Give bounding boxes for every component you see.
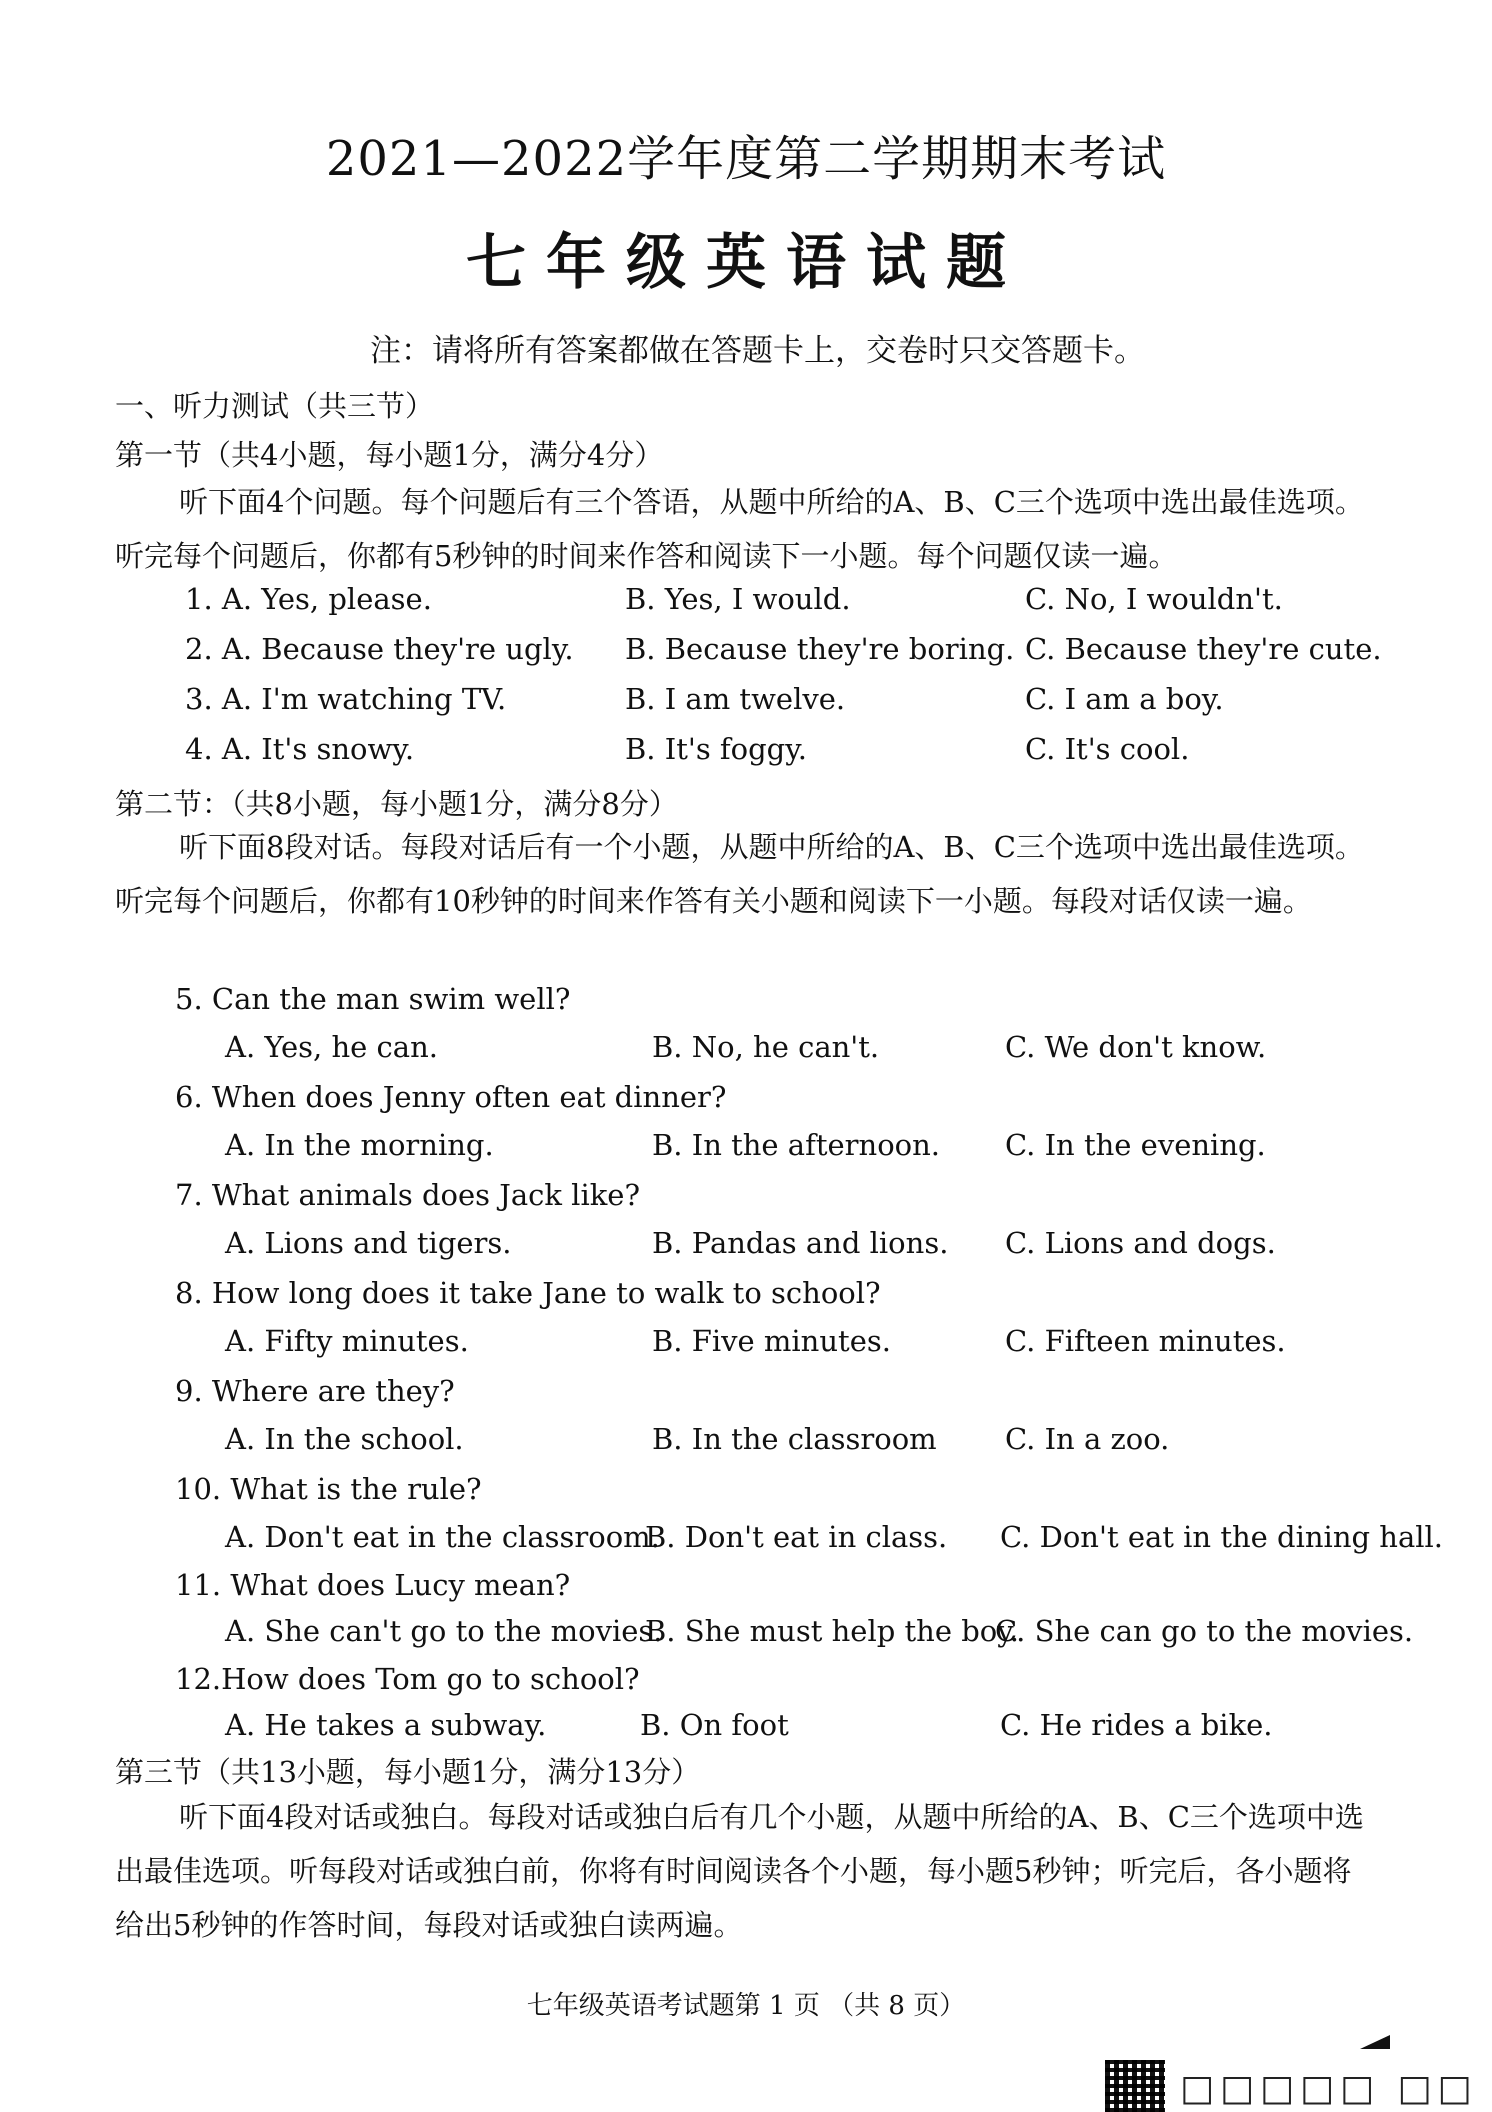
option-c: C. Fifteen minutes. [1005,1324,1286,1358]
option-b: B. On foot [640,1708,789,1742]
list-item [0,682,1492,730]
option-b: B. Because they're boring. [625,632,1015,666]
option-c: C. Don't eat in the dining hall. [1000,1520,1444,1554]
question-text: 12.How does Tom go to school? [175,1662,640,1696]
option-a: A. In the morning. [225,1128,494,1162]
footer-boxes: □□□□□ □□ [1180,2068,1478,2109]
option-a: A. She can't go to the movies. [225,1614,663,1648]
option-a: A. Fifty minutes. [225,1324,469,1358]
list-item [0,632,1492,680]
list-item [0,1422,1492,1470]
qr-code [1105,2060,1165,2112]
option-a: 3. A. I'm watching TV. [185,682,507,716]
section3-instructions: 听下面4段对话或独白。每段对话或独白后有几个小题，从题中所给的A、B、C三个选项中选出最佳选项。听每段对话或独白前，你将有时间阅读各个小题，每小题5秒钟；听完后，各小题将给出5秒钟的作答时间，每段对话或独白读两遍。 [115,1800,1364,1942]
section1-instructions: 听下面4个问题。每个问题后有三个答语，从题中所给的A、B、C三个选项中选出最佳选项。听完每个问题后，你都有5秒钟的时间来作答和阅读下一小题。每个问题仅读一遍。 [115,485,1364,573]
section3-heading: 第三节（共13小题，每小题1分，满分13分） [115,1755,701,1789]
question-text: 10. What is the rule? [175,1472,482,1506]
option-c: C. He rides a bike. [1000,1708,1273,1742]
option-c: C. Lions and dogs. [1005,1226,1276,1260]
option-b: B. No, he can't. [652,1030,880,1064]
list-item [0,1708,1492,1756]
exam-subtitle: 七年级英语试题 [466,228,1026,298]
section1-heading: 第一节（共4小题，每小题1分，满分4分） [115,438,664,472]
part1-heading: 一、听力测试（共三节） [115,389,435,423]
option-a: A. Don't eat in the classroom. [225,1520,660,1554]
question-text: 5. Can the man swim well? [175,982,571,1016]
option-b: B. Don't eat in class. [645,1520,948,1554]
list-item [0,1226,1492,1274]
list-item [0,732,1492,780]
list-item [0,582,1492,630]
option-a: 4. A. It's snowy. [185,732,415,766]
list-item [0,1520,1492,1568]
exam-title: 2021—2022学年度第二学期期末考试 [325,131,1167,187]
list-item [0,1030,1492,1078]
option-c: C. It's cool. [1025,732,1190,766]
question-text: 9. Where are they? [175,1374,455,1408]
list-item [0,1128,1492,1176]
option-c: C. We don't know. [1005,1030,1267,1064]
option-b: B. Yes, I would. [625,582,851,616]
list-item [0,1324,1492,1372]
question-text: 8. How long does it take Jane to walk to school? [175,1276,881,1310]
question-text: 6. When does Jenny often eat dinner? [175,1080,727,1114]
option-c: C. In the evening. [1005,1128,1266,1162]
option-a: A. He takes a subway. [225,1708,547,1742]
option-a: A. In the school. [225,1422,464,1456]
option-b: B. In the afternoon. [652,1128,941,1162]
option-a: 2. A. Because they're ugly. [185,632,574,666]
option-c: C. In a zoo. [1005,1422,1170,1456]
page-footer: 七年级英语考试题第 1 页 （共 8 页） [526,1991,966,2021]
exam-note: 注：请将所有答案都做在答题卡上，交卷时只交答题卡。 [370,333,1145,369]
option-b: B. Pandas and lions. [652,1226,949,1260]
option-b: B. It's foggy. [625,732,808,766]
section2-heading: 第二节：（共8小题，每小题1分，满分8分） [115,787,678,821]
option-b: B. Five minutes. [652,1324,891,1358]
section2-instructions: 听下面8段对话。每段对话后有一个小题，从题中所给的A、B、C三个选项中选出最佳选项。听完每个问题后，你都有10秒钟的时间来作答有关小题和阅读下一小题。每段对话仅读一遍。 [115,830,1364,918]
question-text: 11. What does Lucy mean? [175,1568,571,1602]
option-c: C. She can go to the movies. [995,1614,1414,1648]
list-item [0,1614,1492,1662]
option-b: B. She must help the boy. [645,1614,1019,1648]
option-b: B. I am twelve. [625,682,846,716]
option-c: C. No, I wouldn't. [1025,582,1283,616]
option-a: 1. A. Yes, please. [185,582,432,616]
corner-mark [1360,2035,1390,2049]
question-text: 7. What animals does Jack like? [175,1178,641,1212]
option-c: C. I am a boy. [1025,682,1224,716]
option-a: A. Lions and tigers. [225,1226,512,1260]
option-c: C. Because they're cute. [1025,632,1382,666]
option-b: B. In the classroom [652,1422,937,1456]
option-a: A. Yes, he can. [225,1030,438,1064]
